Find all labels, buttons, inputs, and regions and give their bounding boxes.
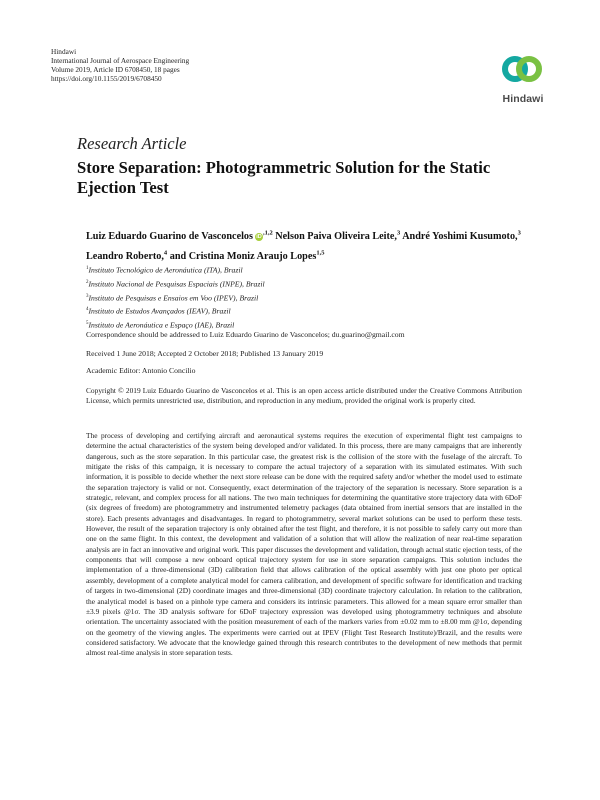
author-affiliation-marker: ,1,2	[263, 230, 273, 237]
affiliation-item	[86, 277, 265, 291]
article-type: Research Article	[77, 134, 187, 153]
volume-line: Volume 2019, Article ID 6708450, 18 pages	[51, 65, 180, 74]
academic-editor: Academic Editor: Antonio Concilio	[86, 366, 196, 375]
journal-name: International Journal of Aerospace Engineering	[51, 56, 190, 65]
publisher-name: Hindawi	[51, 47, 77, 56]
author-list	[86, 226, 546, 265]
affiliation-number: 5	[86, 321, 89, 327]
affiliation-number: 2	[86, 279, 89, 285]
logo-text: Hindawi	[502, 93, 544, 105]
author-name: Luiz Eduardo Guarino de Vasconcelos	[86, 231, 253, 243]
author	[86, 231, 273, 242]
affiliation-item	[86, 263, 265, 277]
affiliation-text: Instituto de Estudos Avançados (IEAV), Brazil	[88, 306, 231, 316]
affiliation-list	[86, 263, 265, 332]
affiliation-text: Instituto de Aeronáutica e Espaço (IAE), Brazil	[88, 320, 235, 330]
affiliation-text: Instituto Nacional de Pesquisas Espaciais (INPE), Brazil	[88, 279, 265, 289]
author	[402, 231, 521, 242]
doi-link[interactable]: https://doi.org/10.1155/2019/6708450	[51, 74, 162, 83]
author-name: and Cristina Moniz Araujo Lopes	[169, 250, 317, 262]
affiliation-number: 1	[86, 266, 89, 271]
author	[86, 251, 167, 262]
article-title: Store Separation: Photogrammetric Solution for the Static Ejection Test	[77, 158, 491, 197]
author-affiliation-marker: 4	[163, 249, 168, 257]
author-affiliation-marker: 3	[396, 230, 401, 237]
author	[275, 231, 400, 242]
journal-info	[51, 47, 189, 83]
copyright-notice: Copyright © 2019 Luiz Eduardo Guarino de Vasconcelos et al. This is an open access article distributed under the Creative Commons Attribution License, which permits unrestricted use, distribution, and reproduction in any medium, provided the original work is properly cited.	[86, 386, 522, 406]
affiliation-item	[86, 291, 265, 305]
author	[170, 251, 325, 262]
affiliation-item	[86, 304, 265, 318]
author-affiliation-marker: 3	[517, 230, 521, 237]
affiliation-text: Instituto Tecnológico de Aeronáutica (ITA), Brazil	[88, 265, 243, 275]
publication-dates: Received 1 June 2018; Accepted 2 October 2018; Published 13 January 2019	[86, 349, 324, 358]
affiliation-number: 3	[86, 293, 89, 299]
author-name: André Yoshimi Kusumoto,	[402, 231, 518, 243]
author-name: Leandro Roberto,	[86, 250, 164, 262]
author-name: Nelson Paiva Oliveira Leite,	[275, 231, 397, 243]
correspondence: Correspondence should be addressed to Luiz Eduardo Guarino de Vasconcelos; du.guarino@gmail.com	[86, 330, 405, 339]
affiliation-number: 4	[86, 307, 89, 313]
author-affiliation-marker: 1,5	[316, 249, 325, 257]
abstract: The process of developing and certifying aircraft and aeronautical systems requires the execution of experimental flight test campaigns to determine the actual characteristics of the system being developed and/or validated. In this process, there are many campaigns that are inherently dangerous, such as the store separation. In this particular case, the greatest risk is the collision of the store with the fuselage of the aircraft. To mitigate the risks of this campaign, it is necessary to compare the actual trajectory of a separation with its simulated estimates. With such information, it is possible to decide whether the next store release can be done with the required safety and/or whether the model used to estimate the separation trajectory is valid or not. Consequently, exact determination of the trajectory of the separation is necessary. Store separation is a strategic, relevant, and complex process for all nations. The two main techniques for determining the quantitative store trajectory data with 6DoF (six degrees of freedom) are photogrammetry and instrumented telemetry packages (data obtained from inertial sensors that are installed in the store). Each presents advantages and disadvantages. In regard to photogrammetry, several market solutions can be used to perform these tests. However, the result of the separation trajectory is only obtained after the test flight, and therefore, it is not possible to safely carry out more than one on the same flight. In this context, the development and validation of a solution that will allow the realization of near real-time separation analysis are in fact an innovative and original work. This paper discusses the development and validation, through actual static ejection tests, of the components that will compose a new onboard optical trajectory system for use in store separation campaigns. This solution includes the implementation of a three-dimensional (3D) calibration field that allows calibration of the optical assembly with just one photo per optical assembly, development of a complete analytical model for camera calibration, and development of specific software for identification and tracking of targets in two-dimensional (2D) coordinate images and three-dimensional (3D) coordinate trajectory calculation. In relation to the calibration, the analytical model is based on a pinhole type camera and considers its intrinsic parameters. This allowed for a mean square error smaller than ±3.9 pixels @1σ. The 3D analysis software for 6DoF trajectory expression was developed using photogrammetry techniques and absolute orientation. The uncertainty associated with the position measurement of each of the markers varies from ±0.02 mm to ±8.00 mm @1σ, depending on the geometry of the viewing angles. The experiments were carried out at IPEV (Flight Test Research Institute)/Brazil, and the results were considered satisfactory. We advocate that the knowledge gained through this research contributes to the development of new methods that permit almost real-time analysis in store separation tests.	[86, 431, 522, 658]
orcid-icon[interactable]: iD	[256, 234, 262, 241]
affiliation-text: Instituto de Pesquisas e Ensaios em Voo (IPEV), Brazil	[88, 293, 259, 303]
